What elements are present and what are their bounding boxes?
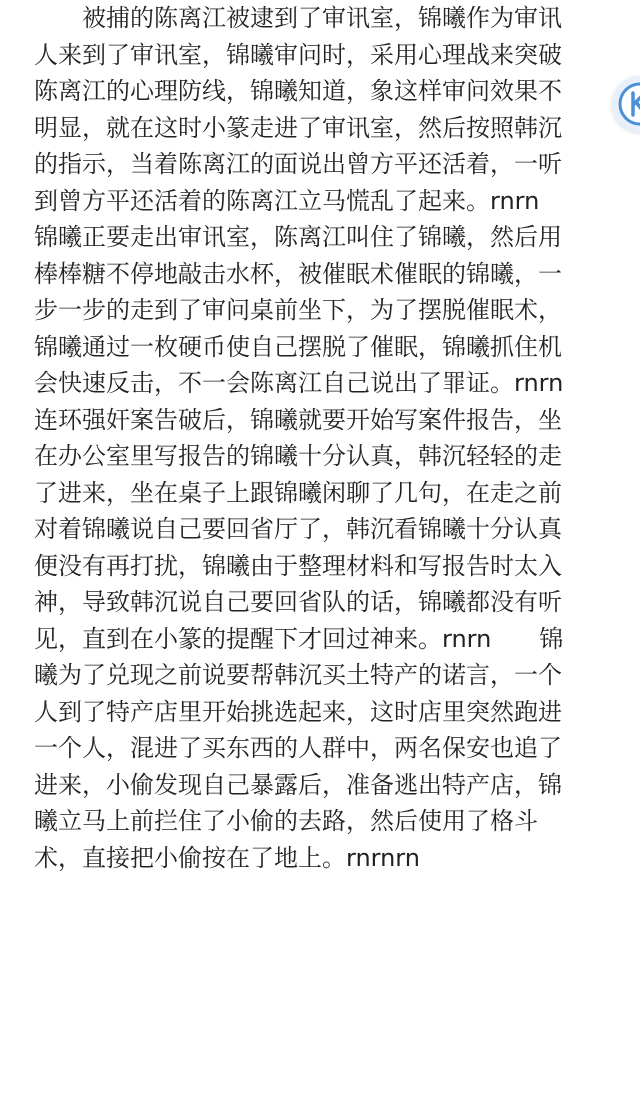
article-line: 术，直接把小偷按在了地上。rnrnrn: [34, 843, 420, 872]
floating-assistant-button[interactable]: [612, 76, 640, 132]
article-line: 见，直到在小篆的提醒下才回过神来。rnrn 锦: [34, 624, 564, 653]
article-line: 对着锦曦说自己要回省厅了，韩沉看锦曦十分认真: [34, 515, 562, 543]
article-line: 人来到了审讯室，锦曦审问时，采用心理战来突破: [34, 40, 562, 69]
article-line: 明显，就在这时小篆走进了审讯室，然后按照韩沉: [34, 113, 562, 142]
article-line: 步一步的走到了审问桌前坐下，为了摆脱催眠术，: [34, 296, 562, 324]
article-line: 一个人，混进了买东西的人群中，两名保安也追了: [34, 734, 562, 762]
article-line: 在办公室里写报告的锦曦十分认真，韩沉轻轻的走: [34, 442, 562, 470]
article-line: 了进来，坐在桌子上跟锦曦闲聊了几句，在走之前: [34, 478, 562, 507]
article-line: 曦为了兑现之前说要帮韩沉买土特产的诺言，一个: [34, 661, 562, 689]
article-line: 会快速反击，不一会陈离江自己说出了罪证。rnrn: [34, 369, 564, 397]
article-line: 曦立马上前拦住了小偷的去路，然后使用了格斗: [34, 807, 538, 835]
k-logo-icon: [612, 76, 640, 132]
article-line: 到曾方平还活着的陈离江立马慌乱了起来。rnrn: [34, 186, 540, 215]
article-line: 棒棒糖不停地敲击水杯，被催眠术催眠的锦曦，一: [34, 259, 562, 288]
article-line: 锦曦正要走出审讯室，陈离江叫住了锦曦，然后用: [34, 223, 562, 251]
article-line: 人到了特产店里开始挑选起来，这时店里突然跑进: [34, 697, 562, 726]
article-line: 被捕的陈离江被逮到了审讯室，锦曦作为审讯: [82, 4, 562, 32]
article-body: [34, 0, 606, 876]
article-line: 锦曦通过一枚硬币使自己摆脱了催眠，锦曦抓住机: [34, 332, 562, 361]
article-line: 便没有再打扰，锦曦由于整理材料和写报告时太入: [34, 551, 562, 580]
article-line: 进来，小偷发现自己暴露后，准备逃出特产店，锦: [34, 770, 562, 799]
article-line: 陈离江的心理防线，锦曦知道，象这样审问效果不: [34, 77, 562, 105]
article-line: 神，导致韩沉说自己要回省队的话，锦曦都没有听: [34, 588, 562, 616]
article-line: 连环强奸案告破后，锦曦就要开始写案件报告，坐: [34, 405, 562, 434]
article-line: 的指示，当着陈离江的面说出曾方平还活着，一听: [34, 150, 562, 178]
